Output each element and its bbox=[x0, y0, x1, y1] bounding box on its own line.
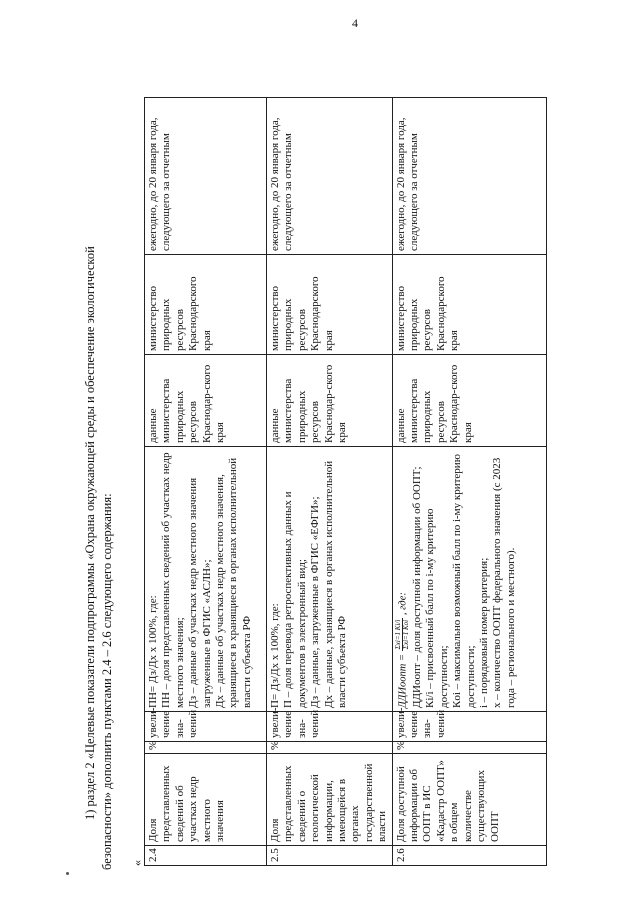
definition: i – порядковый номер критерия; bbox=[478, 557, 491, 708]
intro-line-2: безопасности» дополнить пунктами 2.4 – 2.6 следующего содержания: bbox=[99, 493, 114, 870]
unit: % bbox=[267, 742, 393, 754]
table-row bbox=[267, 98, 393, 866]
unit: % bbox=[392, 742, 546, 754]
direction: увели-чение зна-чений bbox=[392, 712, 546, 742]
opening-quote: « bbox=[130, 860, 144, 866]
indicators-table bbox=[144, 97, 547, 866]
formula-right: , где: bbox=[397, 592, 409, 616]
definition: Кoi – максимально возможный балл по i-му критерию доступности; bbox=[451, 454, 477, 708]
row-number: 2.6 bbox=[392, 846, 546, 866]
direction: увели-чение зна-чений bbox=[145, 712, 267, 742]
unit: % bbox=[145, 742, 267, 754]
data-source: данные министерства природных ресурсов Краснодар-ского края bbox=[392, 355, 546, 447]
definition: Дх – данные, хранящиеся в органах исполнительной власти субъекта РФ bbox=[322, 460, 349, 708]
definition: ПН – доля представленных сведений об участках недр местного значения; bbox=[160, 452, 186, 708]
definition: Дх – данные об участках недр местного значения, хранящиеся в хранящиеся в органах исполнительной власти субъекта РФ bbox=[214, 457, 253, 708]
data-source: данные министерства природных ресурсов Краснодар-ского края bbox=[267, 355, 393, 447]
definition: x – количество ООПТ федерального значения (с 2023 года – регионального и местного). bbox=[491, 457, 517, 708]
calculation-method bbox=[392, 447, 546, 712]
scan-speck bbox=[66, 872, 69, 875]
deadline: ежегодно, до 20 января года, следующего за отчетным bbox=[145, 98, 267, 255]
direction: увели-чение зна-чений bbox=[267, 712, 393, 742]
formula bbox=[395, 450, 411, 708]
formula: П= Дз/Дх х 100%, где: bbox=[269, 603, 281, 708]
calculation-method bbox=[267, 447, 393, 712]
intro-text bbox=[82, 80, 115, 870]
deadline: ежегодно, до 20 января года, следующего за отчетным bbox=[267, 98, 393, 255]
page-number: 4 bbox=[352, 16, 358, 30]
responsible-body: министерство природных ресурсов Краснодарского края bbox=[392, 255, 546, 355]
formula-denominator: Σxi=1 Кoi bbox=[402, 619, 411, 650]
formula-numerator: Σxi=1 Кi/i bbox=[393, 619, 402, 650]
responsible-body: министерство природных ресурсов Краснодарского края bbox=[267, 255, 393, 355]
formula-left: ДДИоопт = bbox=[397, 654, 409, 708]
indicator-name: Доля представленных сведений об участках недр местного значения bbox=[145, 754, 267, 846]
definition: ДДИоопт – доля доступной информации об ООПТ; bbox=[411, 466, 424, 708]
indicator-name: Доля доступной информации об ООПТ в ИС «Кадастр ООПТ» в общем количестве существующих ООПТ bbox=[392, 754, 546, 846]
table-row bbox=[145, 98, 267, 866]
formula-fraction bbox=[395, 618, 411, 652]
intro-line-1: 1) раздел 2 «Целевые показатели подпрограммы «Охрана окружающей среды и обеспечение экологической bbox=[83, 246, 97, 820]
definition: Дз – данные об участках недр местного значения загруженные в ФГИС «АСЛН»; bbox=[187, 477, 213, 708]
responsible-body: министерство природных ресурсов Краснодарского края bbox=[145, 255, 267, 355]
formula: ПН= Дз/Дх х 100%, где: bbox=[147, 595, 159, 708]
data-source: данные министерства природных ресурсов Краснодар-ского края bbox=[145, 355, 267, 447]
deadline: ежегодно, до 20 января года, следующего за отчетным bbox=[392, 98, 546, 255]
row-number: 2.4 bbox=[145, 846, 267, 866]
calculation-method bbox=[145, 447, 267, 712]
table-row bbox=[392, 98, 546, 866]
rotated-content bbox=[82, 80, 552, 870]
definition: Кi/i – присвоенный балл по i-му критерию доступности; bbox=[424, 508, 450, 708]
row-number: 2.5 bbox=[267, 846, 393, 866]
definition: П – доля перевода ретроспективных данных и документов в электронный вид; bbox=[282, 491, 308, 708]
indicator-name: Доля представленных сведений о геологической информации, имеющейся в органах государственной власти bbox=[267, 754, 393, 846]
definition: Дз – данные, загруженные в ФГИС «ЕФГИ»; bbox=[309, 496, 322, 708]
